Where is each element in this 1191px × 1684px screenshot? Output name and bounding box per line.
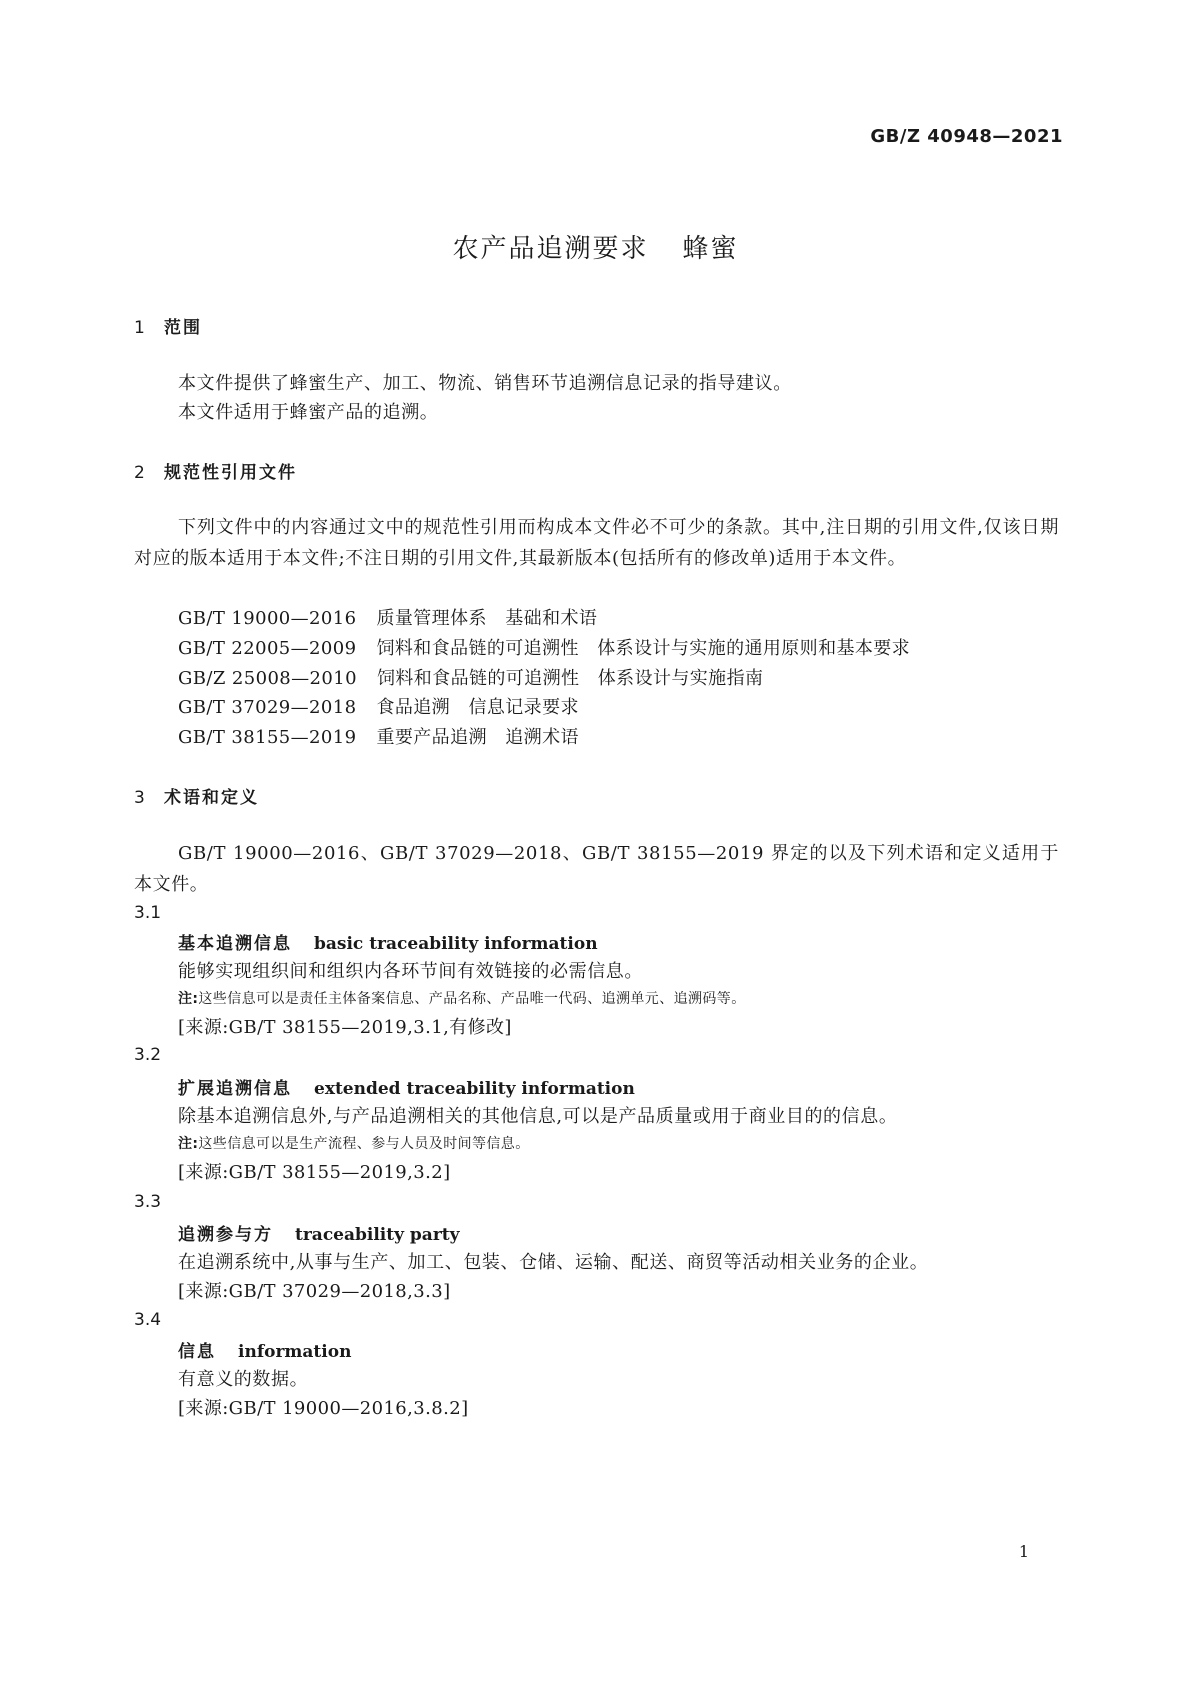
section-3-heading [134, 783, 259, 808]
section-2-heading [134, 458, 297, 483]
term-note [178, 1133, 530, 1153]
standard-code: GB/Z 40948—2021 [870, 126, 1063, 147]
section-1-paragraph-1: 本文件提供了蜂蜜生产、加工、物流、销售环节追溯信息记录的指导建议。 [178, 373, 792, 394]
term-definition: 在追溯系统中,从事与生产、加工、包装、仓储、运输、配送、商贸等活动相关业务的企业。 [178, 1252, 929, 1273]
reference-item [178, 693, 579, 719]
title-part-1: 农产品追溯要求 [452, 234, 649, 264]
term-zh: 基本追溯信息 [178, 934, 292, 954]
term-source: [来源:GB/T 38155—2019,3.1,有修改] [178, 1017, 512, 1038]
note-label: 注: [178, 1136, 199, 1152]
note-text: 这些信息可以是生产流程、参与人员及时间等信息。 [198, 1136, 530, 1152]
term-heading [178, 1074, 635, 1099]
section-title: 规范性引用文件 [164, 463, 297, 483]
section-1-heading [134, 313, 202, 338]
term-number: 3.2 [134, 1045, 162, 1065]
reference-code: GB/T 22005—2009 [178, 638, 357, 659]
term-number: 3.1 [134, 903, 162, 923]
term-zh: 追溯参与方 [178, 1225, 273, 1245]
reference-code: GB/T 38155—2019 [178, 727, 357, 748]
section-number: 2 [134, 463, 145, 483]
reference-title: 质量管理体系 基础和术语 [376, 608, 598, 629]
section-1-paragraph-2: 本文件适用于蜂蜜产品的追溯。 [178, 402, 439, 423]
term-heading [178, 1220, 460, 1245]
term-number: 3.3 [134, 1192, 162, 1212]
term-number: 3.4 [134, 1310, 162, 1330]
term-heading [178, 1337, 351, 1362]
note-label: 注: [178, 991, 199, 1007]
document-title [0, 228, 1191, 265]
reference-code: GB/T 37029—2018 [178, 697, 357, 718]
term-en: traceability party [295, 1225, 460, 1245]
term-definition: 除基本追溯信息外,与产品追溯相关的其他信息,可以是产品质量或用于商业目的的信息。 [178, 1106, 898, 1127]
page-number: 1 [1018, 1542, 1029, 1561]
term-zh: 扩展追溯信息 [178, 1079, 292, 1099]
reference-item [178, 664, 763, 690]
reference-title: 重要产品追溯 追溯术语 [376, 727, 579, 748]
reference-title: 饲料和食品链的可追溯性 体系设计与实施指南 [376, 668, 764, 689]
title-part-2: 蜂蜜 [682, 234, 739, 264]
section-number: 1 [134, 318, 145, 338]
section-title: 范围 [164, 318, 202, 338]
term-zh: 信息 [178, 1342, 216, 1362]
term-heading [178, 929, 598, 954]
reference-item [178, 634, 910, 660]
term-source: [来源:GB/T 37029—2018,3.3] [178, 1281, 451, 1302]
term-definition: 能够实现组织间和组织内各环节间有效链接的必需信息。 [178, 961, 643, 982]
term-en: information [238, 1342, 352, 1362]
section-3-intro: GB/T 19000—2016、GB/T 37029—2018、GB/T 38155—2019 界定的以及下列术语和定义适用于本文件。 [134, 843, 1059, 895]
reference-code: GB/T 19000—2016 [178, 608, 357, 629]
term-note [178, 988, 746, 1008]
reference-item [178, 723, 579, 749]
term-en: basic traceability information [314, 934, 598, 954]
term-en: extended traceability information [314, 1079, 635, 1099]
term-definition: 有意义的数据。 [178, 1369, 309, 1390]
section-number: 3 [134, 788, 145, 808]
reference-item [178, 604, 597, 630]
reference-title: 饲料和食品链的可追溯性 体系设计与实施的通用原则和基本要求 [376, 638, 911, 659]
section-2-intro: 下列文件中的内容通过文中的规范性引用而构成本文件必不可少的条款。其中,注日期的引用文件,仅该日期对应的版本适用于本文件;不注日期的引用文件,其最新版本(包括所有的修改单)适用于本文件。 [134, 517, 1059, 569]
term-source: [来源:GB/T 38155—2019,3.2] [178, 1162, 451, 1183]
term-source: [来源:GB/T 19000—2016,3.8.2] [178, 1398, 469, 1419]
section-title: 术语和定义 [164, 788, 259, 808]
reference-title: 食品追溯 信息记录要求 [376, 697, 579, 718]
reference-code: GB/Z 25008—2010 [178, 668, 357, 689]
note-text: 这些信息可以是责任主体备案信息、产品名称、产品唯一代码、追溯单元、追溯码等。 [198, 991, 746, 1007]
